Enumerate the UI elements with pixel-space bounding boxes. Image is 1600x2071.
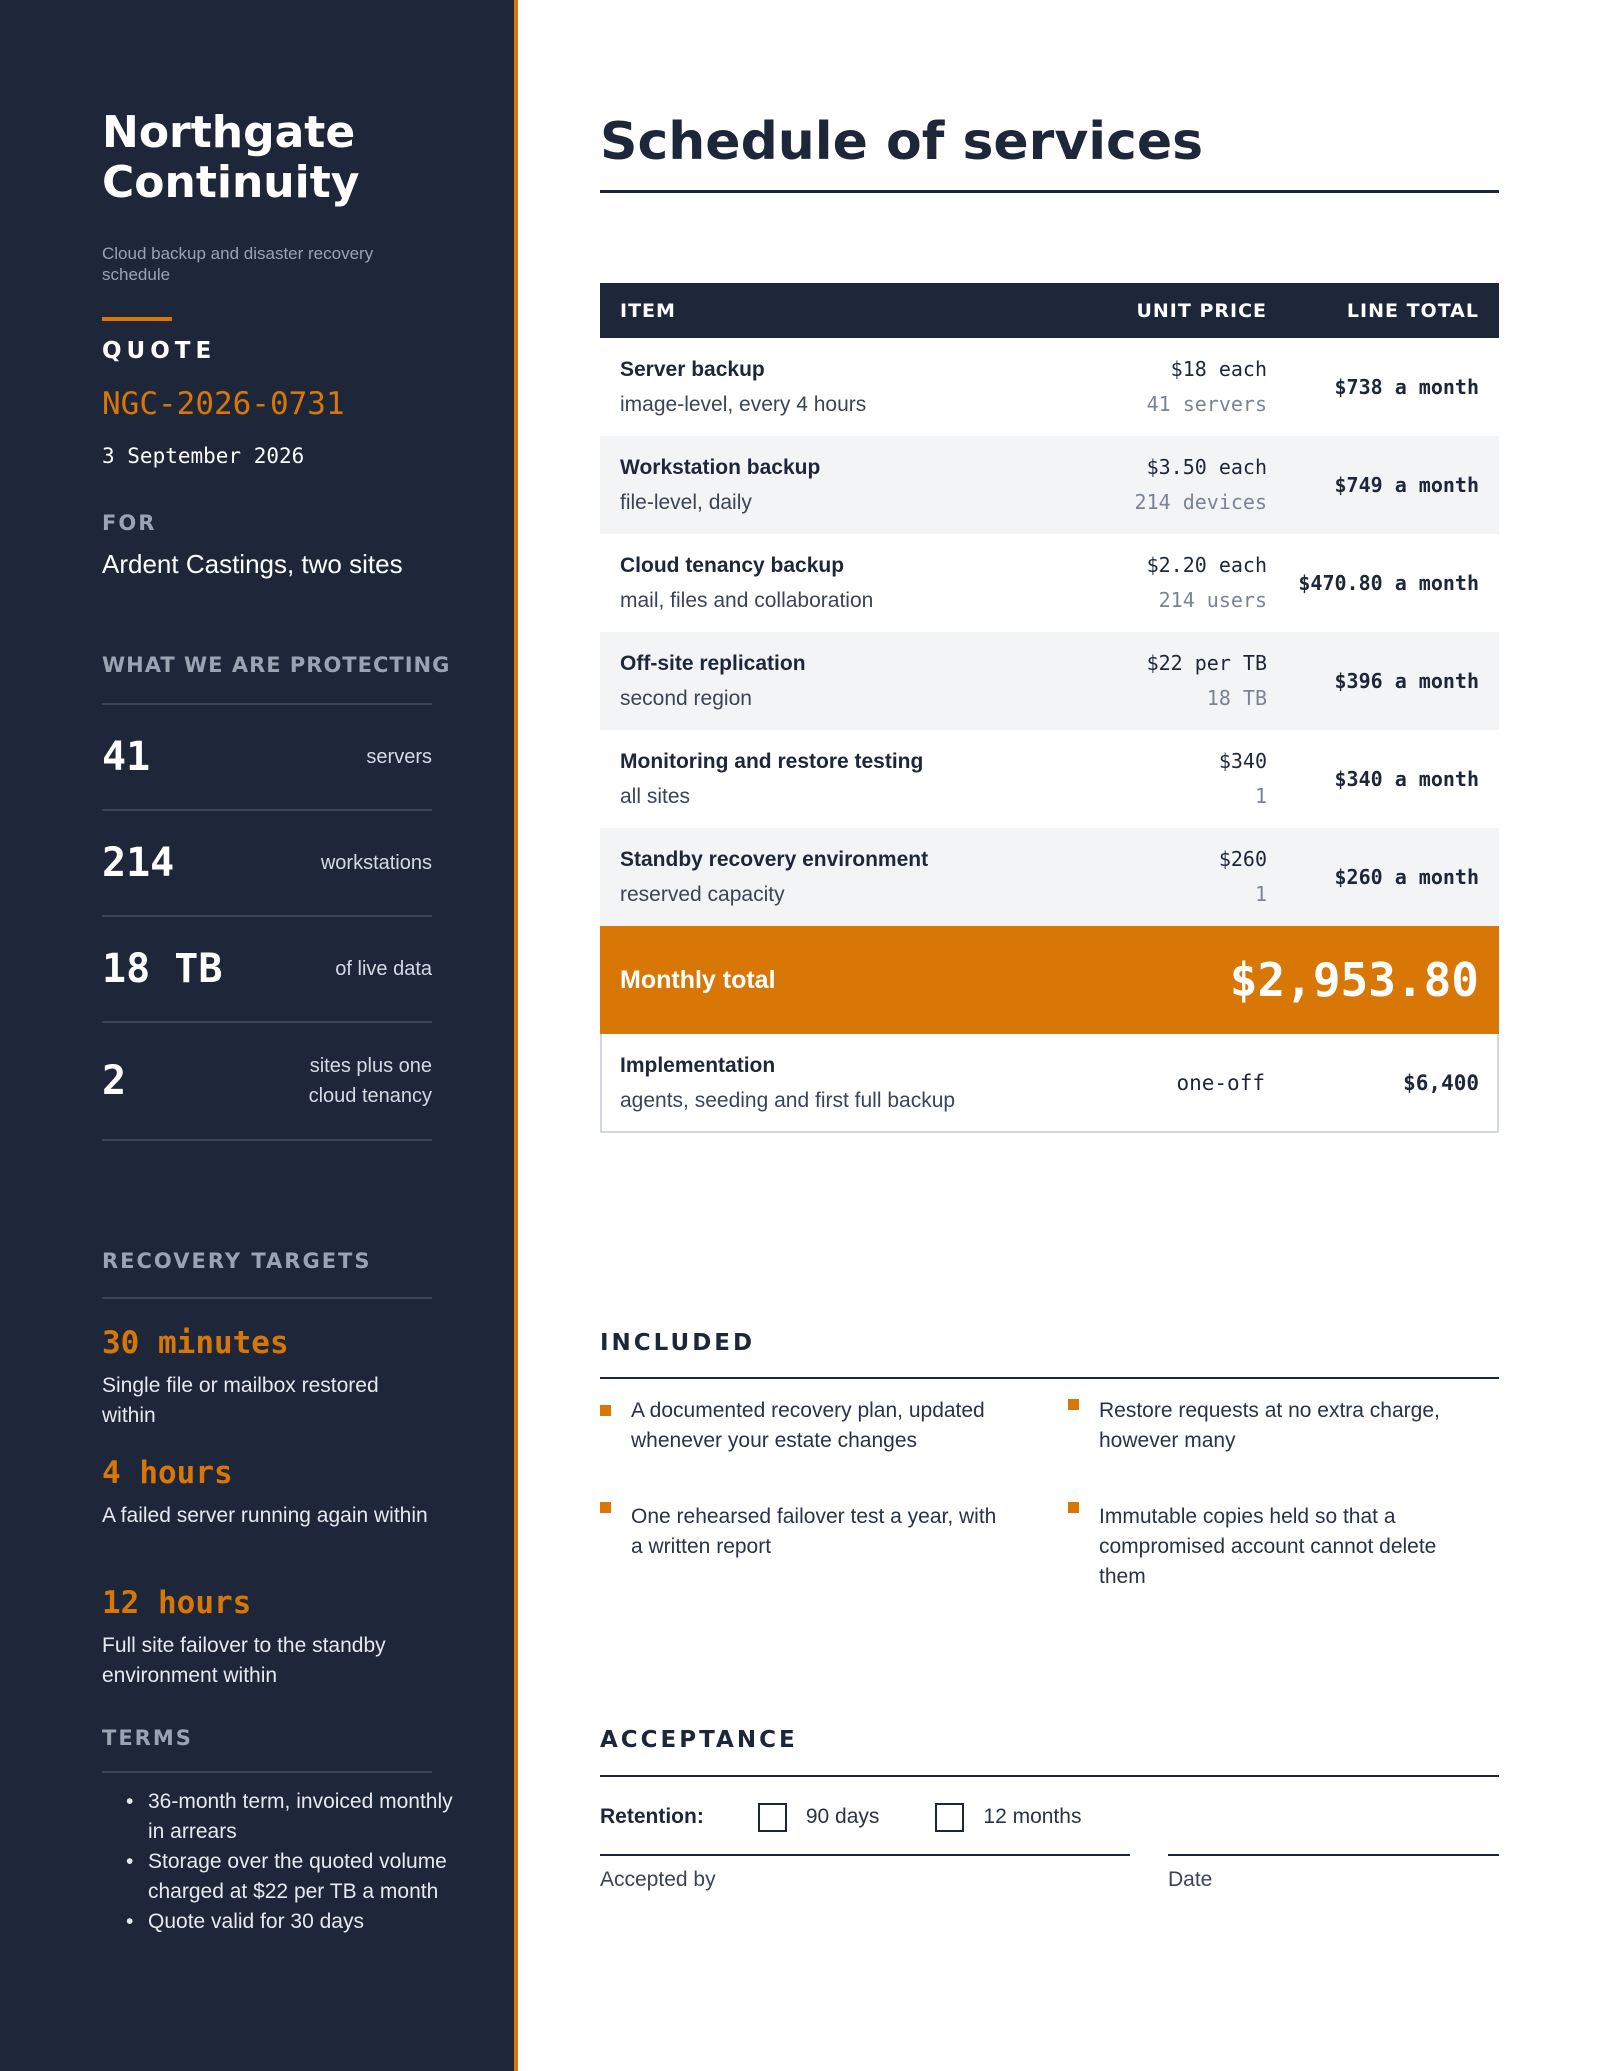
monthly-total-value: $2,953.80	[1229, 953, 1479, 1007]
recovery-target	[102, 1323, 432, 1431]
accepted-by-label: Accepted by	[600, 1868, 716, 1891]
unit-price: one-off	[1176, 1070, 1265, 1095]
bullet-square-icon	[600, 1405, 611, 1416]
terms-item: • Storage over the quoted volume charged at $22 per TB a month	[126, 1847, 466, 1907]
unit-price: $22 per TB	[1146, 651, 1267, 675]
line-total: $6,400	[1403, 1070, 1479, 1095]
bullet-square-icon	[1068, 1502, 1079, 1513]
protected-stats	[102, 703, 432, 1141]
stat-value: 41	[102, 734, 151, 780]
unit-price: $3.50 each	[1146, 455, 1267, 479]
quote-date: 3 September 2026	[102, 444, 305, 468]
included-divider	[600, 1377, 1499, 1379]
stat-value: 214	[102, 840, 175, 886]
stat-label: sites plus one cloud tenancy	[308, 1055, 432, 1107]
acceptance-divider	[600, 1775, 1499, 1777]
unit-price: $340	[1218, 749, 1267, 773]
table-header	[600, 283, 1499, 338]
item-name: Standby recovery environment	[620, 848, 929, 871]
recovery-label: RECOVERY TARGETS	[102, 1249, 372, 1273]
included-label: INCLUDED	[600, 1330, 756, 1356]
brand-name: Northgate Continuity	[102, 107, 360, 208]
unit-price: $18 each	[1170, 357, 1267, 381]
quantity: 18 TB	[1206, 686, 1267, 710]
monthly-total-label: Monthly total	[620, 965, 776, 994]
quantity: 1	[1254, 882, 1267, 906]
stat-value: 2	[102, 1058, 127, 1104]
included-text: One rehearsed failover test a year, with a written report	[631, 1505, 997, 1558]
recovery-description: Full site failover to the standby environment within	[102, 1634, 386, 1687]
services-table	[600, 283, 1499, 1133]
item-description: image-level, every 4 hours	[620, 393, 867, 416]
item-name: Off-site replication	[620, 652, 806, 675]
item-description: file-level, daily	[620, 491, 752, 514]
included-item	[1068, 1502, 1468, 1592]
page-title: Schedule of services	[600, 112, 1204, 172]
stat-label: workstations	[320, 852, 432, 874]
header-line-total: LINE TOTAL	[1346, 299, 1479, 322]
header-unit-price: UNIT PRICE	[1136, 299, 1267, 322]
item-description: reserved capacity	[620, 883, 785, 906]
quantity: 41 servers	[1146, 392, 1267, 416]
recovery-description: A failed server running again within	[102, 1504, 428, 1527]
retention-label: Retention:	[600, 1805, 704, 1828]
stat-row	[102, 1023, 432, 1141]
included-text: Restore requests at no extra charge, however many	[1099, 1399, 1440, 1452]
table-row	[600, 436, 1499, 534]
table-row	[600, 632, 1499, 730]
terms-item: • Quote valid for 30 days	[126, 1907, 466, 1937]
checkbox-label: 12 months	[983, 1805, 1082, 1828]
item-name: Workstation backup	[620, 456, 821, 479]
bullet-square-icon	[1068, 1399, 1079, 1410]
date-label: Date	[1168, 1868, 1213, 1891]
monthly-total-bar	[600, 926, 1499, 1034]
checkbox-label: 90 days	[805, 1805, 880, 1828]
recovery-description: Single file or mailbox restored within	[102, 1374, 379, 1427]
line-total: $340 a month	[1334, 767, 1479, 791]
table-row	[600, 534, 1499, 632]
stat-label: servers	[366, 746, 432, 768]
brand-subtitle: Cloud backup and disaster recovery schedule	[102, 244, 374, 284]
retention-option-12-months[interactable]	[935, 1803, 1081, 1832]
included-text: A documented recovery plan, updated whenever your estate changes	[631, 1399, 985, 1452]
recovery-divider	[102, 1297, 432, 1299]
client-name: Ardent Castings, two sites	[102, 549, 403, 579]
line-total: $260 a month	[1334, 865, 1479, 889]
line-total: $749 a month	[1334, 473, 1479, 497]
stat-row	[102, 917, 432, 1023]
terms-divider	[102, 1771, 432, 1773]
recovery-target	[102, 1453, 432, 1531]
checkbox[interactable]	[935, 1803, 964, 1832]
line-total: $396 a month	[1334, 669, 1479, 693]
accent-divider	[102, 317, 172, 321]
checkbox[interactable]	[758, 1803, 787, 1832]
table-row	[600, 730, 1499, 828]
included-text: Immutable copies held so that a compromised account cannot delete them	[1099, 1505, 1437, 1588]
quantity: 1	[1254, 784, 1267, 808]
accepted-by-signature-line[interactable]	[600, 1854, 1130, 1856]
item-description: second region	[620, 687, 752, 710]
stat-row	[102, 811, 432, 917]
for-label: FOR	[102, 511, 157, 535]
item-name: Implementation	[620, 1053, 776, 1077]
terms-item: • 36-month term, invoiced monthly in arrears	[126, 1787, 466, 1847]
sidebar	[0, 0, 518, 2071]
acceptance-label: ACCEPTANCE	[600, 1727, 798, 1753]
item-description: agents, seeding and first full backup	[620, 1088, 956, 1112]
item-description: mail, files and collaboration	[620, 589, 874, 612]
title-divider	[600, 190, 1499, 193]
table-row	[600, 338, 1499, 436]
item-name: Monitoring and restore testing	[620, 750, 924, 773]
included-item	[600, 1502, 1000, 1562]
terms-list	[126, 1787, 466, 1937]
included-item	[1068, 1396, 1468, 1456]
recovery-target	[102, 1583, 432, 1691]
recovery-value: 30 minutes	[102, 1325, 289, 1361]
quantity: 214 devices	[1134, 490, 1267, 514]
table-row	[600, 828, 1499, 926]
stat-label: of live data	[335, 958, 432, 980]
quote-number: NGC-2026-0731	[102, 386, 345, 422]
quote-label: QUOTE	[102, 338, 217, 364]
stat-value: 18 TB	[102, 946, 223, 992]
retention-row	[600, 1797, 1137, 1837]
unit-price: $2.20 each	[1146, 553, 1267, 577]
recovery-value: 12 hours	[102, 1585, 252, 1621]
quantity: 214 users	[1158, 588, 1267, 612]
recovery-value: 4 hours	[102, 1455, 233, 1491]
line-total: $738 a month	[1334, 375, 1479, 399]
stat-row	[102, 705, 432, 811]
retention-option-90-days[interactable]	[758, 1803, 880, 1832]
unit-price: $260	[1218, 847, 1267, 871]
implementation-row	[600, 1034, 1499, 1133]
item-name: Cloud tenancy backup	[620, 554, 845, 577]
line-total: $470.80 a month	[1298, 571, 1479, 595]
bullet-square-icon	[600, 1502, 611, 1513]
item-description: all sites	[620, 785, 691, 808]
included-item	[600, 1396, 1000, 1456]
header-item: ITEM	[620, 299, 676, 322]
protecting-label: WHAT WE ARE PROTECTING	[102, 653, 451, 677]
date-signature-line[interactable]	[1168, 1854, 1499, 1856]
terms-label: TERMS	[102, 1726, 193, 1750]
item-name: Server backup	[620, 358, 765, 381]
